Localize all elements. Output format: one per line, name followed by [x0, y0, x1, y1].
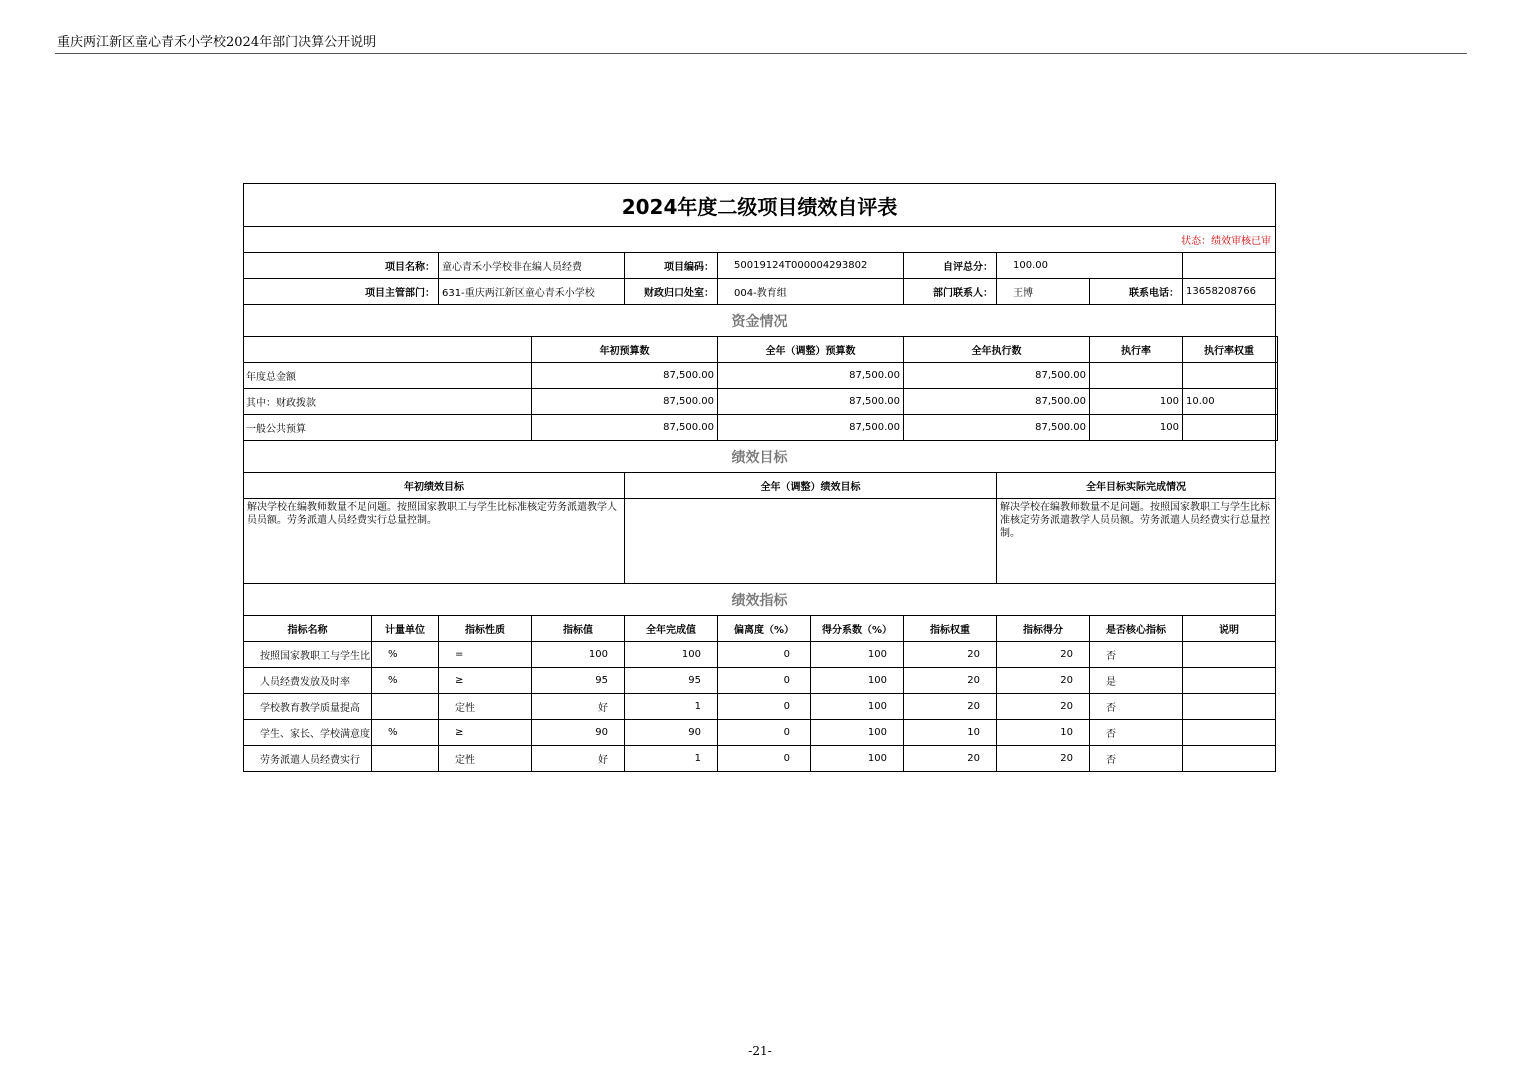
indicator-weight: 20 — [904, 668, 997, 694]
funds-row-name: 年度总金额 — [244, 363, 532, 389]
page-number: -21- — [748, 1044, 772, 1058]
dept-label: 项目主管部门： — [244, 279, 439, 305]
phone-label: 联系电话： — [1090, 279, 1183, 305]
indicator-unit: % — [372, 642, 439, 668]
total-score-value: 100.00 — [997, 253, 1183, 279]
funds-initial: 87,500.00 — [532, 415, 718, 441]
project-info-row — [244, 253, 1278, 279]
finance-office-label: 财政归口处室： — [625, 279, 718, 305]
ind-header-core: 是否核心指标 — [1090, 616, 1183, 642]
indicator-actual: 1 — [625, 746, 718, 772]
project-code-label: 项目编码： — [625, 253, 718, 279]
funds-header-blank — [244, 337, 532, 363]
funds-initial: 87,500.00 — [532, 363, 718, 389]
funds-rate: 100 — [1090, 389, 1183, 415]
status-label: 状态：绩效审核已审 — [244, 227, 1276, 253]
indicator-core: 否 — [1090, 642, 1183, 668]
performance-self-evaluation-table — [243, 183, 1278, 772]
funds-header-executed: 全年执行数 — [904, 337, 1090, 363]
ind-header-score: 指标得分 — [997, 616, 1090, 642]
empty-cell — [1183, 253, 1276, 279]
ind-header-note: 说明 — [1183, 616, 1276, 642]
funds-row-name: 一般公共预算 — [244, 415, 532, 441]
indicator-score: 20 — [997, 668, 1090, 694]
indicator-name: 人员经费发放及时率 — [244, 668, 372, 694]
goals-section-title: 绩效目标 — [244, 441, 1276, 473]
indicator-actual: 95 — [625, 668, 718, 694]
funds-executed: 87,500.00 — [904, 389, 1090, 415]
indicator-deviation: 0 — [718, 668, 811, 694]
indicator-unit — [372, 694, 439, 720]
funds-row — [244, 389, 1278, 415]
indicator-row — [244, 668, 1278, 694]
indicator-row — [244, 720, 1278, 746]
indicator-coef: 100 — [811, 720, 904, 746]
contact-label: 部门联系人： — [904, 279, 997, 305]
funds-weight — [1183, 363, 1276, 389]
project-name-label: 项目名称： — [244, 253, 439, 279]
header-divider — [55, 53, 1467, 54]
indicator-coef: 100 — [811, 746, 904, 772]
ind-header-weight: 指标权重 — [904, 616, 997, 642]
indicator-score: 20 — [997, 694, 1090, 720]
funds-score — [1276, 363, 1278, 389]
funds-adjusted: 87,500.00 — [718, 363, 904, 389]
indicator-deviation: 0 — [718, 746, 811, 772]
project-name-value: 童心青禾小学校非在编人员经费 — [439, 253, 625, 279]
indicator-nature: 定性 — [439, 746, 532, 772]
form-title: 2024年度二级项目绩效自评表 — [244, 184, 1276, 227]
indicator-weight: 20 — [904, 694, 997, 720]
goals-adjusted-text — [625, 499, 997, 584]
indicator-note — [1183, 720, 1276, 746]
indicator-target: 好 — [532, 694, 625, 720]
indicators-header-row — [244, 616, 1278, 642]
indicator-score: 10 — [997, 720, 1090, 746]
indicator-name: 劳务派遣人员经费实行 — [244, 746, 372, 772]
funds-header-score — [1276, 337, 1278, 363]
indicator-weight: 10 — [904, 720, 997, 746]
funds-score — [1276, 415, 1278, 441]
funds-header-row — [244, 337, 1278, 363]
funds-executed: 87,500.00 — [904, 363, 1090, 389]
indicator-note — [1183, 642, 1276, 668]
indicator-name: 学校教育教学质量提高 — [244, 694, 372, 720]
ind-header-target: 指标值 — [532, 616, 625, 642]
funds-row — [244, 363, 1278, 389]
total-score-label: 自评总分： — [904, 253, 997, 279]
indicator-core: 否 — [1090, 720, 1183, 746]
indicator-nature: ≥ — [439, 668, 532, 694]
indicator-actual: 1 — [625, 694, 718, 720]
funds-initial: 87,500.00 — [532, 389, 718, 415]
indicator-name: 按照国家教职工与学生比 — [244, 642, 372, 668]
project-code-value: 50019124T000004293802 — [718, 253, 904, 279]
funds-header-adjusted: 全年（调整）预算数 — [718, 337, 904, 363]
dept-value: 631-重庆两江新区童心青禾小学校 — [439, 279, 625, 305]
ind-header-unit: 计量单位 — [372, 616, 439, 642]
indicator-deviation: 0 — [718, 694, 811, 720]
indicator-unit: % — [372, 668, 439, 694]
indicator-deviation: 0 — [718, 720, 811, 746]
indicator-coef: 100 — [811, 668, 904, 694]
indicator-core: 否 — [1090, 746, 1183, 772]
funds-rate — [1090, 363, 1183, 389]
phone-value: 13658208766 — [1183, 279, 1276, 305]
ind-header-name: 指标名称 — [244, 616, 372, 642]
goals-header-initial: 年初绩效目标 — [244, 473, 625, 499]
finance-office-value: 004-教育组 — [718, 279, 904, 305]
indicator-coef: 100 — [811, 694, 904, 720]
indicator-target: 100 — [532, 642, 625, 668]
funds-rate: 100 — [1090, 415, 1183, 441]
indicator-coef: 100 — [811, 642, 904, 668]
indicator-score: 20 — [997, 642, 1090, 668]
indicator-target: 95 — [532, 668, 625, 694]
indicator-nature: = — [439, 642, 532, 668]
indicator-nature: 定性 — [439, 694, 532, 720]
indicator-target: 好 — [532, 746, 625, 772]
funds-executed: 87,500.00 — [904, 415, 1090, 441]
indicator-row — [244, 746, 1278, 772]
indicator-core: 否 — [1090, 694, 1183, 720]
indicator-actual: 100 — [625, 642, 718, 668]
goals-header-adjusted: 全年（调整）绩效目标 — [625, 473, 997, 499]
ind-header-actual: 全年完成值 — [625, 616, 718, 642]
ind-header-coef: 得分系数（%） — [811, 616, 904, 642]
indicator-deviation: 0 — [718, 642, 811, 668]
indicator-note — [1183, 746, 1276, 772]
goals-content-row — [244, 499, 1278, 584]
funds-weight — [1183, 415, 1276, 441]
contact-value: 王博 — [997, 279, 1090, 305]
indicator-score: 20 — [997, 746, 1090, 772]
ind-header-deviation: 偏离度（%） — [718, 616, 811, 642]
ind-header-nature: 指标性质 — [439, 616, 532, 642]
indicator-note — [1183, 694, 1276, 720]
department-info-row — [244, 279, 1278, 305]
goals-header-row — [244, 473, 1278, 499]
indicator-name: 学生、家长、学校满意度 — [244, 720, 372, 746]
indicator-unit: % — [372, 720, 439, 746]
funds-adjusted: 87,500.00 — [718, 415, 904, 441]
funds-header-initial: 年初预算数 — [532, 337, 718, 363]
funds-score — [1276, 389, 1278, 415]
funds-weight: 10.00 — [1183, 389, 1276, 415]
indicator-unit — [372, 746, 439, 772]
funds-section-title: 资金情况 — [244, 305, 1276, 337]
indicator-actual: 90 — [625, 720, 718, 746]
goals-initial-text: 解决学校在编教师数量不足问题。按照国家教职工与学生比标准核定劳务派遣教学人员员额。劳务派遣人员经费实行总量控制。 — [244, 499, 625, 584]
page-header: 重庆两江新区童心青禾小学校2024年部门决算公开说明 — [57, 35, 377, 50]
funds-header-weight: 执行率权重 — [1183, 337, 1276, 363]
indicators-section-title: 绩效指标 — [244, 584, 1276, 616]
goals-header-actual: 全年目标实际完成情况 — [997, 473, 1276, 499]
indicator-note — [1183, 668, 1276, 694]
funds-header-rate: 执行率 — [1090, 337, 1183, 363]
funds-row-name: 其中：财政拨款 — [244, 389, 532, 415]
indicator-row — [244, 694, 1278, 720]
indicator-weight: 20 — [904, 642, 997, 668]
indicator-target: 90 — [532, 720, 625, 746]
indicator-row — [244, 642, 1278, 668]
funds-row — [244, 415, 1278, 441]
goals-actual-text: 解决学校在编教师数量不足问题。按照国家教职工与学生比标准核定劳务派遣教学人员员额。劳务派遣人员经费实行总量控制。 — [997, 499, 1276, 584]
indicator-weight: 20 — [904, 746, 997, 772]
indicator-nature: ≥ — [439, 720, 532, 746]
indicator-core: 是 — [1090, 668, 1183, 694]
funds-adjusted: 87,500.00 — [718, 389, 904, 415]
